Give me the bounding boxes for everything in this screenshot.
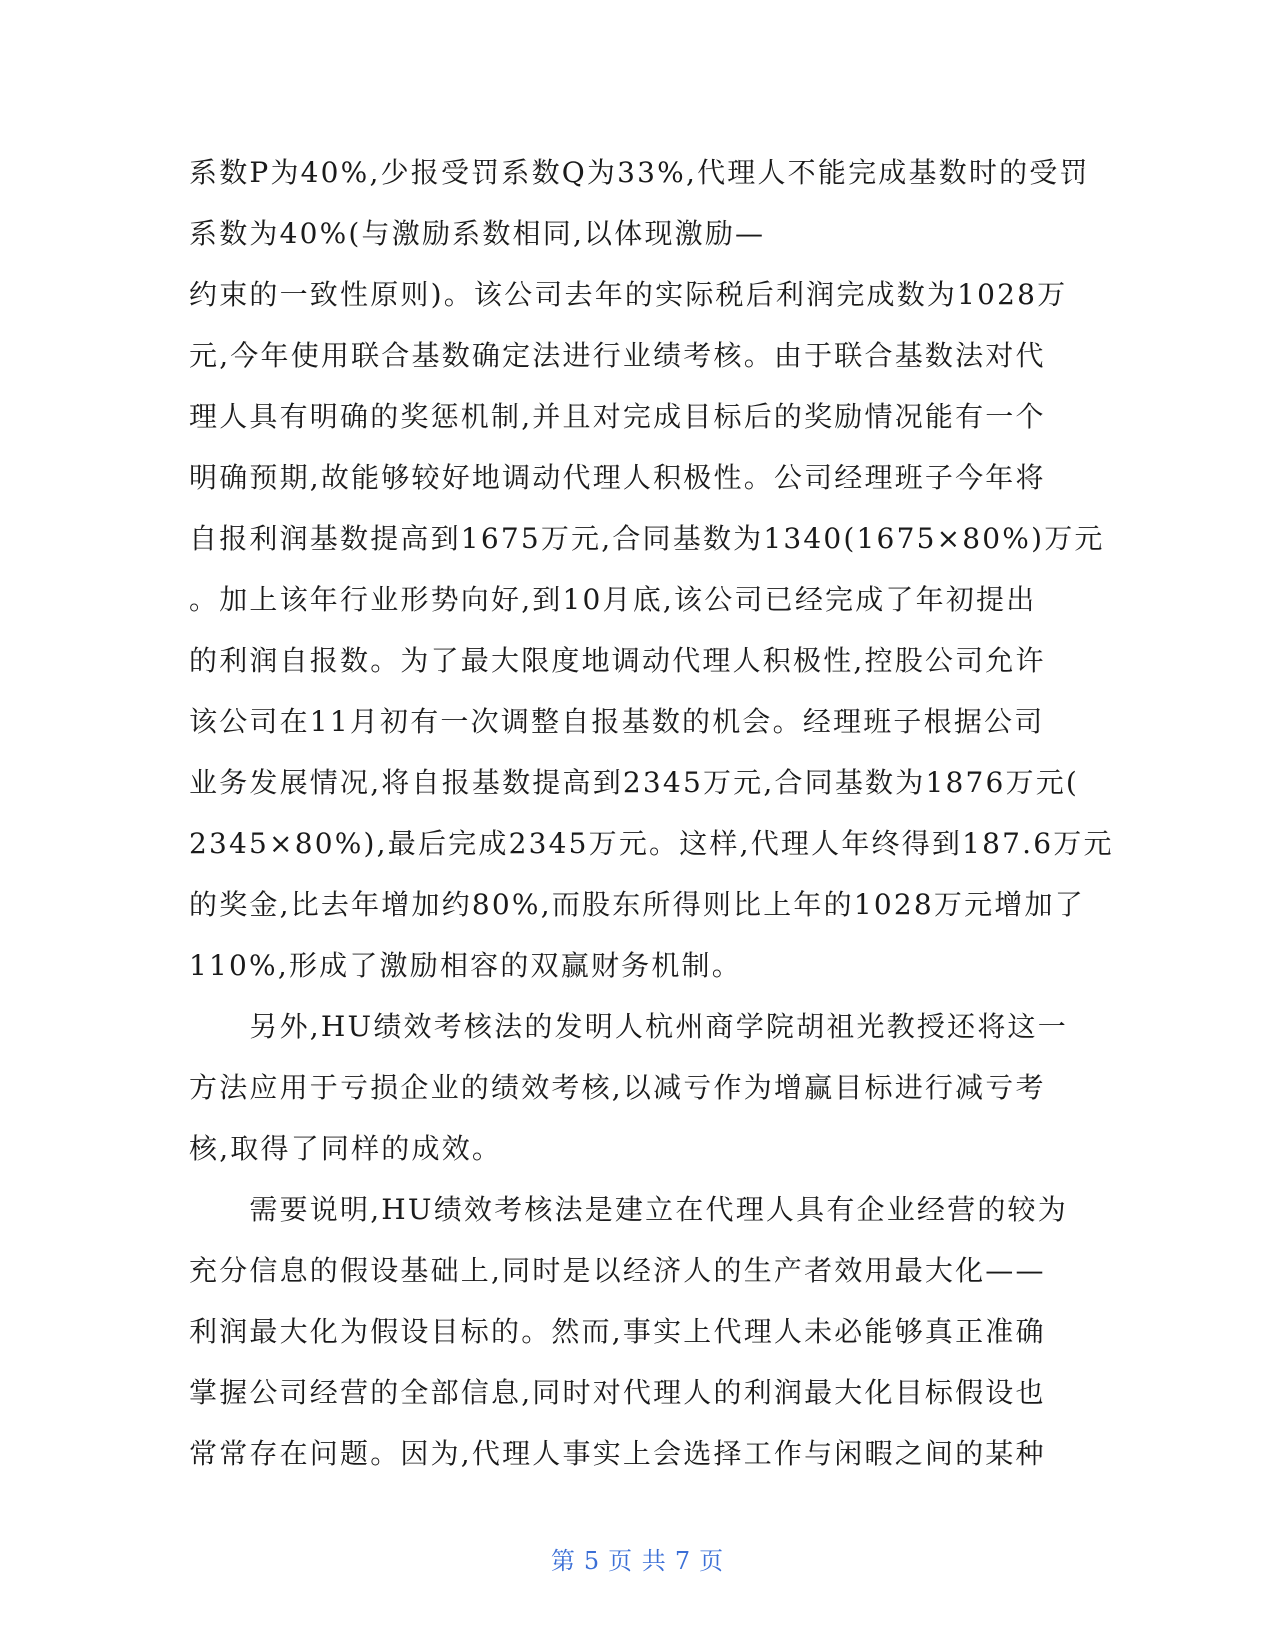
page-footer <box>0 1541 1275 1576</box>
text-line: 该公司在11月初有一次调整自报基数的机会。经理班子根据公司 <box>189 705 1045 738</box>
text-line: 自报利润基数提高到1675万元,合同基数为1340(1675×80%)万元 <box>189 522 1105 555</box>
text-line: 需要说明,HU绩效考核法是建立在代理人具有企业经营的较为 <box>189 1193 1068 1226</box>
text-line: 的奖金,比去年增加约80%,而股东所得则比上年的1028万元增加了 <box>189 888 1085 921</box>
text-line: 核,取得了同样的成效。 <box>189 1132 503 1165</box>
page-label-suffix: 页 <box>699 1547 725 1575</box>
text-line: 方法应用于亏损企业的绩效考核,以减亏作为增赢目标进行减亏考 <box>189 1071 1046 1104</box>
text-line: 常常存在问题。因为,代理人事实上会选择工作与闲暇之间的某种 <box>189 1437 1046 1470</box>
text-line: 元,今年使用联合基数确定法进行业绩考核。由于联合基数法对代 <box>189 339 1046 372</box>
current-page-number: 5 <box>583 1547 601 1575</box>
text-line: 明确预期,故能够较好地调动代理人积极性。公司经理班子今年将 <box>189 461 1046 494</box>
text-line: 110%,形成了激励相容的双赢财务机制。 <box>189 949 742 982</box>
text-line: 掌握公司经营的全部信息,同时对代理人的利润最大化目标假设也 <box>189 1376 1046 1409</box>
text-line: 约束的一致性原则)。该公司去年的实际税后利润完成数为1028万 <box>189 278 1068 311</box>
text-line: 系数P为40%,少报受罚系数Q为33%,代理人不能完成基数时的受罚 <box>189 156 1090 189</box>
text-line: 业务发展情况,将自报基数提高到2345万元,合同基数为1876万元( <box>189 766 1080 799</box>
text-line: 。加上该年行业形势向好,到10月底,该公司已经完成了年初提出 <box>189 583 1037 616</box>
text-line: 另外,HU绩效考核法的发明人杭州商学院胡祖光教授还将这一 <box>189 1010 1068 1043</box>
text-line: 2345×80%),最后完成2345万元。这样,代理人年终得到187.6万元 <box>189 827 1114 860</box>
page-label-prefix: 第 <box>550 1547 576 1575</box>
text-line: 利润最大化为假设目标的。然而,事实上代理人未必能够真正准确 <box>189 1315 1046 1348</box>
text-line: 充分信息的假设基础上,同时是以经济人的生产者效用最大化—— <box>189 1254 1046 1287</box>
text-line: 的利润自报数。为了最大限度地调动代理人积极性,控股公司允许 <box>189 644 1046 677</box>
total-pages-number: 7 <box>674 1547 692 1575</box>
text-line: 系数为40%(与激励系数相同,以体现激励— <box>189 217 766 250</box>
page-label-mid: 页 共 <box>608 1547 667 1575</box>
body-text <box>189 142 1114 1484</box>
text-line: 理人具有明确的奖惩机制,并且对完成目标后的奖励情况能有一个 <box>189 400 1046 433</box>
